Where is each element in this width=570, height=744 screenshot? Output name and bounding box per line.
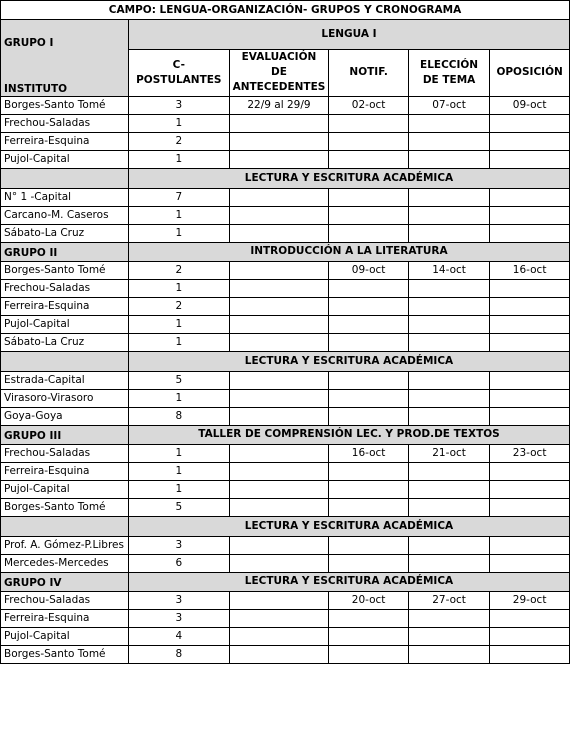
cell-oposicion [490,279,570,297]
cell-oposicion [490,407,570,425]
sheet-title: CAMPO: LENGUA-ORGANIZACIÓN- GRUPOS Y CRONOGRAMA [1,1,570,20]
cell-eleccion [408,609,489,627]
cell-eleccion [408,297,489,315]
table-row [1,150,570,168]
column-header-oposicion: OPOSICIÓN [490,50,570,97]
cell-oposicion [490,627,570,645]
cell-evaluacion [229,645,329,663]
cell-eleccion [408,206,489,224]
cell-evaluacion [229,371,329,389]
cell-postulantes: 5 [128,498,229,516]
cell-notif [329,480,409,498]
cell-notif [329,536,409,554]
table-row [1,609,570,627]
cell-eleccion [408,498,489,516]
cell-postulantes: 2 [128,297,229,315]
cell-evaluacion [229,261,329,279]
area-title: INTRODUCCIÓN A LA LITERATURA [128,242,569,261]
cell-eleccion [408,462,489,480]
cell-eleccion [408,150,489,168]
cell-instituto: Borges-Santo Tomé [1,96,129,114]
cell-postulantes: 6 [128,554,229,572]
cell-instituto: Sábato-La Cruz [1,333,129,351]
cell-oposicion [490,132,570,150]
cell-notif [329,333,409,351]
cell-evaluacion [229,536,329,554]
table-row [1,536,570,554]
cell-postulantes: 1 [128,315,229,333]
cell-evaluacion [229,315,329,333]
cell-oposicion [490,609,570,627]
cell-evaluacion [229,407,329,425]
cell-oposicion [490,188,570,206]
cell-oposicion: 23-oct [490,444,570,462]
column-header-instituto: INSTITUTO [1,50,129,97]
cell-notif [329,627,409,645]
cell-evaluacion [229,498,329,516]
cell-postulantes: 7 [128,188,229,206]
cell-evaluacion [229,297,329,315]
area-header-row [1,516,570,536]
cell-notif [329,609,409,627]
cell-instituto: Ferreira-Esquina [1,132,129,150]
cell-oposicion [490,371,570,389]
cell-evaluacion [229,444,329,462]
area-title: LECTURA Y ESCRITURA ACADÉMICA [128,516,569,536]
cell-instituto: Pujol-Capital [1,627,129,645]
table-row [1,389,570,407]
cell-notif [329,132,409,150]
table-row [1,645,570,663]
table-row [1,132,570,150]
cell-eleccion [408,224,489,242]
cell-oposicion: 09-oct [490,96,570,114]
cell-evaluacion [229,591,329,609]
cell-notif [329,645,409,663]
cell-instituto: Virasoro-Virasoro [1,389,129,407]
cell-notif: 02-oct [329,96,409,114]
cell-postulantes: 8 [128,645,229,663]
cell-oposicion [490,224,570,242]
cell-postulantes: 5 [128,371,229,389]
cell-instituto: Sábato-La Cruz [1,224,129,242]
cell-postulantes: 2 [128,132,229,150]
group-label-empty [1,168,129,188]
cell-oposicion: 29-oct [490,591,570,609]
cell-oposicion [490,315,570,333]
cell-notif [329,114,409,132]
cell-oposicion [490,114,570,132]
cell-eleccion [408,389,489,407]
cell-oposicion [490,462,570,480]
cell-postulantes: 3 [128,591,229,609]
cell-postulantes: 1 [128,444,229,462]
table-row [1,554,570,572]
cell-notif [329,206,409,224]
title-row [1,1,570,20]
cell-eleccion: 07-oct [408,96,489,114]
table-row [1,297,570,315]
cell-evaluacion [229,627,329,645]
group-label-empty [1,516,129,536]
area-title: LECTURA Y ESCRITURA ACADÉMICA [128,168,569,188]
cell-evaluacion: 22/9 al 29/9 [229,96,329,114]
cell-postulantes: 1 [128,206,229,224]
cell-oposicion [490,389,570,407]
table-row [1,96,570,114]
cell-notif [329,554,409,572]
cell-eleccion [408,627,489,645]
table-row [1,333,570,351]
table-row [1,279,570,297]
table-row [1,627,570,645]
group-header-row [1,425,570,444]
table-row [1,444,570,462]
cell-instituto: Mercedes-Mercedes [1,554,129,572]
cell-instituto: Estrada-Capital [1,371,129,389]
cell-evaluacion [229,206,329,224]
cell-postulantes: 3 [128,536,229,554]
cell-notif [329,389,409,407]
cell-instituto: Carcano-M. Caseros [1,206,129,224]
cell-oposicion [490,498,570,516]
cell-instituto: Frechou-Saladas [1,444,129,462]
cell-evaluacion [229,462,329,480]
cell-notif [329,462,409,480]
cell-oposicion [490,645,570,663]
table-row [1,224,570,242]
table-body [1,1,570,664]
cell-evaluacion [229,609,329,627]
cell-instituto: Pujol-Capital [1,315,129,333]
table-row [1,188,570,206]
cell-evaluacion [229,224,329,242]
table-row [1,591,570,609]
cell-instituto: Frechou-Saladas [1,279,129,297]
cell-postulantes: 1 [128,462,229,480]
cell-oposicion: 16-oct [490,261,570,279]
cell-postulantes: 3 [128,96,229,114]
table-row [1,462,570,480]
cell-evaluacion [229,389,329,407]
cell-notif [329,224,409,242]
cell-notif [329,371,409,389]
group-label: GRUPO I [1,20,129,50]
cell-postulantes: 1 [128,150,229,168]
area-header-row [1,168,570,188]
cell-oposicion [490,554,570,572]
column-header-notif: NOTIF. [329,50,409,97]
cell-evaluacion [229,554,329,572]
table-row [1,371,570,389]
area-title: LENGUA I [128,20,569,50]
cell-eleccion [408,480,489,498]
cell-postulantes: 1 [128,279,229,297]
cell-instituto: Pujol-Capital [1,150,129,168]
cell-evaluacion [229,279,329,297]
group-label: GRUPO II [1,242,129,261]
cell-eleccion [408,333,489,351]
table-row [1,206,570,224]
cell-eleccion [408,114,489,132]
area-title: LECTURA Y ESCRITURA ACADÉMICA [128,572,569,591]
area-header-row [1,351,570,371]
cell-instituto: Pujol-Capital [1,480,129,498]
cell-postulantes: 1 [128,333,229,351]
cell-oposicion [490,206,570,224]
column-header-postulantes: C-POSTULANTES [128,50,229,97]
cell-postulantes: 1 [128,224,229,242]
cell-postulantes: 1 [128,480,229,498]
cell-instituto: Borges-Santo Tomé [1,645,129,663]
cell-notif: 09-oct [329,261,409,279]
cell-oposicion [490,150,570,168]
cell-eleccion [408,554,489,572]
area-title: TALLER DE COMPRENSIÓN LEC. Y PROD.DE TEXTOS [128,425,569,444]
cell-instituto: Ferreira-Esquina [1,297,129,315]
cell-instituto: Ferreira-Esquina [1,462,129,480]
table-row [1,498,570,516]
group-header-row [1,20,570,50]
cell-postulantes: 3 [128,609,229,627]
table-row [1,114,570,132]
cell-eleccion [408,371,489,389]
cell-instituto: Goya-Goya [1,407,129,425]
cell-eleccion: 27-oct [408,591,489,609]
column-header-eleccion: ELECCIÓN DE TEMA [408,50,489,97]
cell-eleccion [408,645,489,663]
cell-evaluacion [229,132,329,150]
cell-instituto: Borges-Santo Tomé [1,498,129,516]
cell-instituto: Frechou-Saladas [1,114,129,132]
cell-notif: 20-oct [329,591,409,609]
cell-eleccion [408,188,489,206]
column-header-row [1,50,570,97]
cell-instituto: N° 1 -Capital [1,188,129,206]
cell-instituto: Frechou-Saladas [1,591,129,609]
table-row [1,315,570,333]
cell-postulantes: 4 [128,627,229,645]
cell-eleccion [408,407,489,425]
cell-eleccion: 14-oct [408,261,489,279]
area-title: LECTURA Y ESCRITURA ACADÉMICA [128,351,569,371]
cell-instituto: Prof. A. Gómez-P.Libres [1,536,129,554]
cell-notif [329,315,409,333]
cell-evaluacion [229,188,329,206]
cell-eleccion: 21-oct [408,444,489,462]
cell-postulantes: 8 [128,407,229,425]
group-header-row [1,572,570,591]
table-row [1,480,570,498]
cell-notif: 16-oct [329,444,409,462]
cell-notif [329,150,409,168]
cell-postulantes: 1 [128,389,229,407]
cell-postulantes: 1 [128,114,229,132]
cell-oposicion [490,333,570,351]
cell-oposicion [490,297,570,315]
cell-eleccion [408,132,489,150]
cell-eleccion [408,279,489,297]
group-label-empty [1,351,129,371]
cell-evaluacion [229,114,329,132]
cell-notif [329,407,409,425]
cell-notif [329,498,409,516]
cell-notif [329,188,409,206]
cell-eleccion [408,536,489,554]
cell-notif [329,297,409,315]
cell-evaluacion [229,333,329,351]
cell-eleccion [408,315,489,333]
cell-instituto: Ferreira-Esquina [1,609,129,627]
cell-notif [329,279,409,297]
group-label: GRUPO IV [1,572,129,591]
cell-oposicion [490,480,570,498]
cell-postulantes: 2 [128,261,229,279]
cell-oposicion [490,536,570,554]
group-header-row [1,242,570,261]
cell-evaluacion [229,480,329,498]
table-row [1,407,570,425]
group-label: GRUPO III [1,425,129,444]
table-row [1,261,570,279]
cell-instituto: Borges-Santo Tomé [1,261,129,279]
cell-evaluacion [229,150,329,168]
column-header-evaluacion: EVALUACIÓN DE ANTECEDENTES [229,50,329,97]
